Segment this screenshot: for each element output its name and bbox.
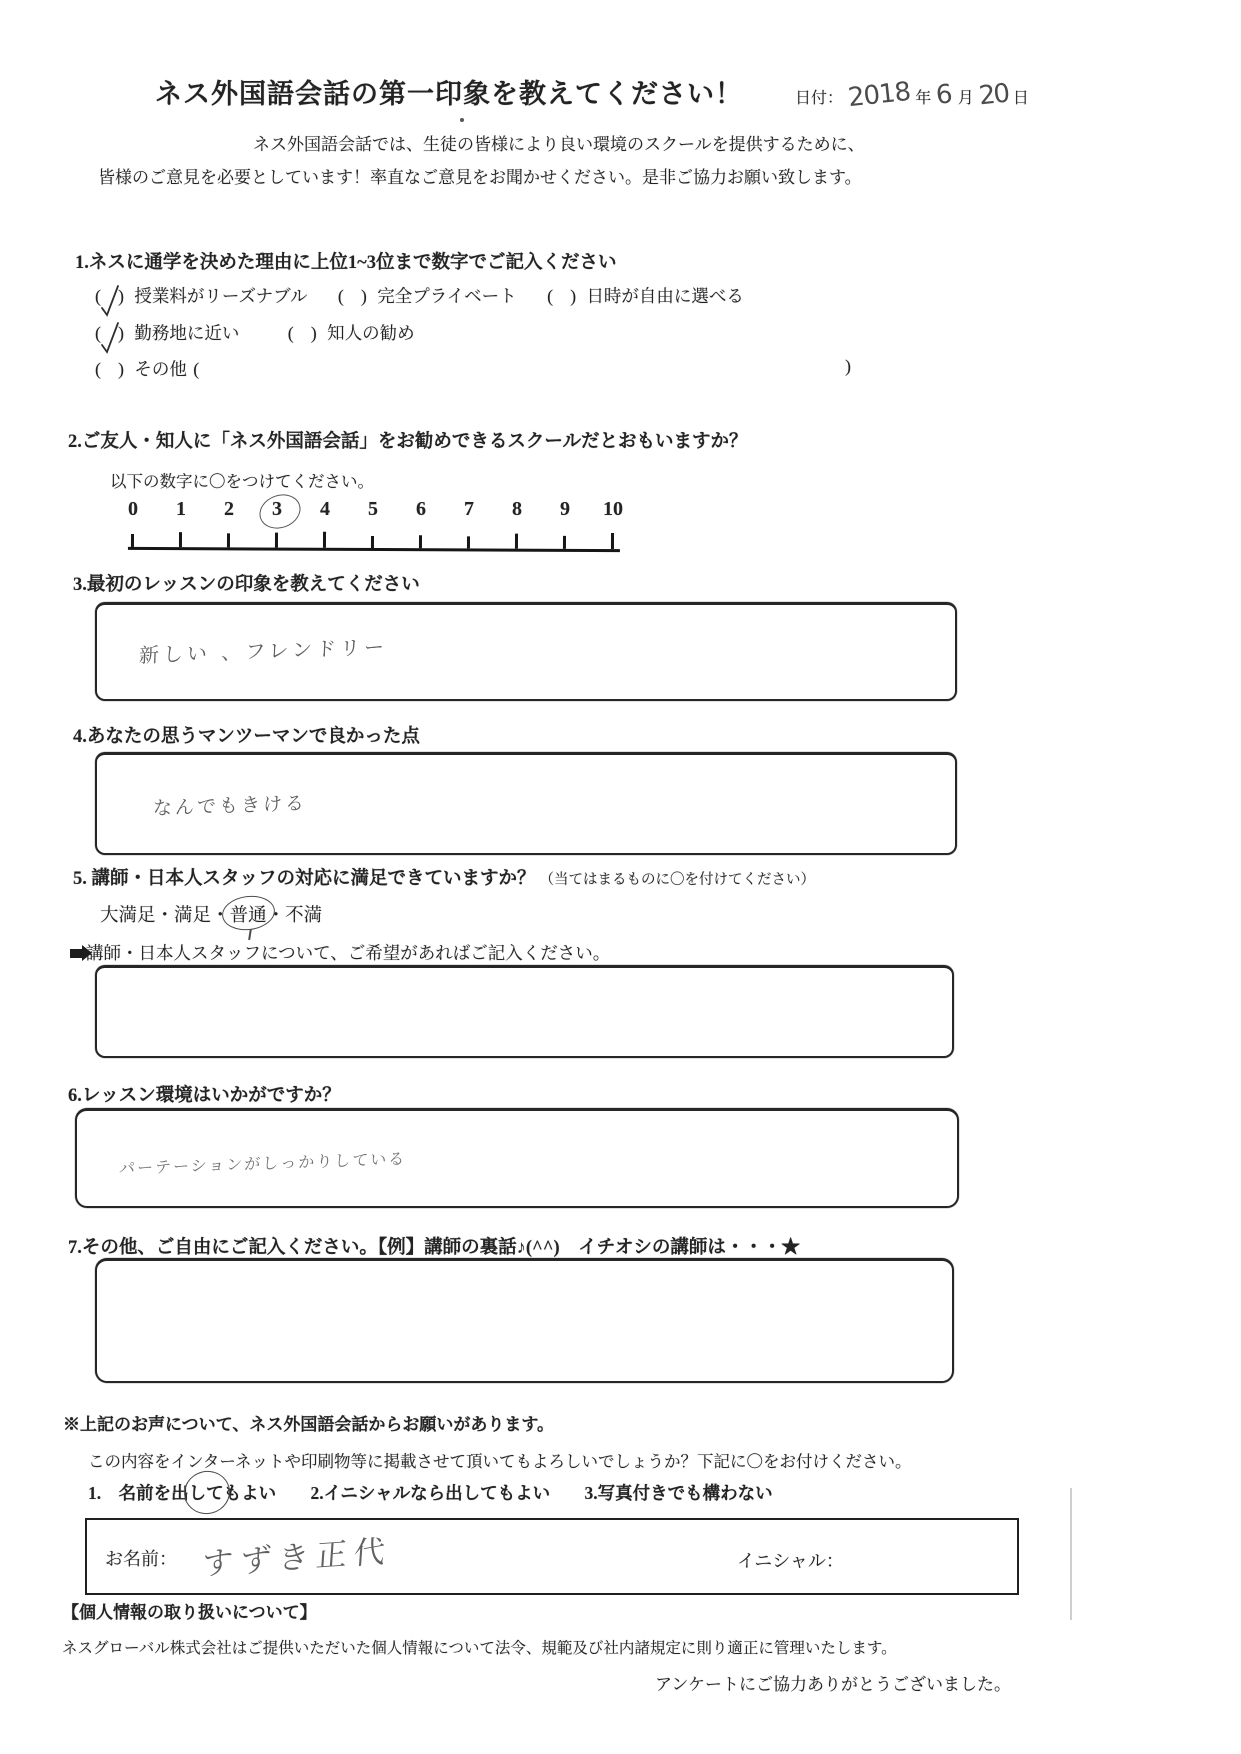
q1-label: 1.ネスに通学を決めた理由に上位1~3位まで数字でご記入ください: [75, 253, 617, 273]
scan-artifact-line: [1070, 1488, 1072, 1620]
scale-tick: [275, 533, 278, 548]
q7-label: 7.その他、ご自由にご記入ください。【例】講師の裏話♪(^^) イチオシの講師は・・・★: [68, 1238, 800, 1258]
scale-number-5: 5: [368, 498, 378, 520]
scale-tick: [227, 533, 230, 547]
checkmark-icon: [98, 319, 122, 357]
date-month-suffix: 月: [957, 90, 974, 107]
scan-artifact-dot: [460, 118, 464, 122]
scale-ruler: [128, 523, 620, 552]
q1-option-1-label: 授業料がリーズナブル: [134, 286, 308, 306]
scale-tick: [563, 536, 566, 549]
q4-label: 4.あなたの思うマンツーマンで良かった点: [73, 727, 420, 747]
paren-close: ): [118, 286, 124, 306]
checkmark-icon: [98, 282, 122, 320]
q1-option-6-label: その他: [134, 359, 187, 379]
q5-arrow-row: [70, 940, 610, 965]
name-label: お名前：: [105, 1549, 177, 1569]
date-field: [795, 76, 1029, 114]
consent-note-2: この内容をインターネットや印刷物等に掲載させて頂いてもよろしいでしょうか？下記に〇をお付けください。: [88, 1452, 912, 1471]
paren-open: (: [547, 286, 554, 306]
q5-arrow-note: 講師・日本人スタッフについて、ご希望があればご記入ください。: [86, 943, 611, 963]
scale-number-7: 7: [464, 498, 474, 520]
scale-tick: [611, 533, 614, 549]
q5-choice-futsuu-circled: 普通: [230, 901, 267, 927]
scale-number-10: 10: [603, 498, 623, 520]
date-day-handwritten: 20: [977, 78, 1010, 112]
q6-label: 6.レッスン環境はいかがですか？: [68, 1086, 341, 1106]
q2-instruction: 以下の数字に〇をつけてください。: [110, 472, 374, 491]
date-year-handwritten: 2018: [846, 76, 912, 114]
q3-handwritten-answer: 新しい 、フレンドリー: [138, 634, 389, 668]
q5-label-row: [73, 864, 815, 890]
date-day-suffix: 日: [1012, 90, 1029, 107]
privacy-body: ネスグローバル株式会社はご提供いただいた個人情報について法令、規範及び社内諸規定に則り適正に管理いたします。: [62, 1640, 897, 1657]
q5-choice-fuman: 不満: [285, 906, 323, 926]
handwritten-name: すずき正代: [200, 1533, 394, 1583]
paren-close: ): [570, 286, 577, 306]
scale-tick: [371, 536, 374, 548]
paren-open: (: [95, 359, 101, 379]
q3-label: 3.最初のレッスンの印象を教えてください: [73, 575, 420, 595]
scale-number-2: 2: [224, 498, 234, 520]
q6-handwritten-answer: パーテーションがしっかりしている: [118, 1148, 407, 1179]
consent-note-1: ※上記のお声について、ネス外国語会話からお願いがあります。: [63, 1415, 554, 1434]
thanks-message: アンケートにご協力ありがとうございました。: [655, 1675, 1011, 1694]
choice-separator: ・: [266, 906, 286, 926]
scale-number-1: 1: [176, 498, 186, 520]
scale-tick: [419, 535, 422, 548]
q3-answer-box: [95, 602, 957, 701]
scale-tick: [467, 536, 470, 548]
q4-handwritten-answer: なんでもきける: [152, 792, 308, 820]
scale-tick: [323, 532, 326, 548]
intro-line-1: ネス外国語会話では、生徒の皆様により良い環境のスクールを提供するために、: [253, 135, 865, 154]
paren-close: ): [118, 359, 124, 379]
q5-note: （当てはまるものに〇を付けてください）: [539, 872, 816, 888]
consent-options-row: [88, 1480, 773, 1505]
paren-close: ): [360, 286, 367, 306]
scale-tick: [179, 532, 182, 547]
scale-number-6: 6: [416, 498, 426, 520]
consent-option-1-circled: して: [189, 1480, 224, 1505]
q5-choices-row: [100, 901, 322, 927]
scale-number-0: 0: [128, 498, 138, 520]
name-field-box: [85, 1518, 1019, 1595]
paren-close: ): [310, 323, 317, 343]
privacy-heading: 【個人情報の取り扱いについて】: [62, 1603, 317, 1622]
form-title: ネス外国語会話の第一印象を教えてください！: [155, 79, 743, 109]
consent-option-1-post: もよい: [223, 1483, 277, 1503]
other-close-paren: ): [845, 356, 851, 376]
consent-option-1-pre: 1. 名前を出: [88, 1483, 189, 1503]
q5-answer-box: [95, 965, 954, 1058]
scale-number-4: 4: [320, 498, 330, 520]
paren-close: ): [118, 323, 124, 343]
other-open-paren: (: [193, 359, 200, 379]
scale-number-9: 9: [560, 498, 570, 520]
q7-answer-box: [95, 1258, 954, 1383]
scale-tick: [131, 534, 134, 547]
paren-open: (: [95, 323, 101, 343]
q1-option-4-label: 勤務地に近い: [134, 323, 240, 343]
q5-choice-daimanzoku: 大満足: [100, 906, 156, 926]
right-arrow-icon: [70, 949, 83, 958]
q4-answer-box: [95, 752, 957, 855]
scale-number-3: 3: [272, 498, 282, 520]
q1-option-row-1: [95, 283, 770, 308]
initial-label: イニシャル：: [737, 1551, 844, 1571]
scale-number-8: 8: [512, 498, 522, 520]
date-label: 日付：: [795, 90, 844, 107]
date-month-handwritten: 6: [934, 79, 955, 111]
date-year-suffix: 年: [915, 90, 932, 107]
q1-option-5-label: 知人の勧め: [327, 323, 415, 343]
intro-line-2: 皆様のご意見を必要としています！率直なご意見をお聞かせください。是非ご協力お願い致します。: [98, 168, 862, 187]
q1-option-3-label: 日時が自由に選べる: [586, 286, 744, 306]
q5-label: 5. 講師・日本人スタッフの対応に満足できていますか？: [73, 869, 536, 889]
paren-open: (: [95, 286, 101, 306]
paren-open: (: [337, 286, 344, 306]
consent-option-3: 3.写真付きでも構わない: [584, 1483, 773, 1503]
scale-tick: [515, 534, 518, 549]
paren-open: (: [287, 323, 294, 343]
q1-option-row-2: [95, 320, 441, 345]
choice-separator: ・: [155, 906, 175, 926]
choice-separator: ・: [211, 906, 230, 926]
q5-choice-manzoku: 満足: [174, 906, 212, 926]
consent-option-2: 2.イニシャルなら出してもよい: [310, 1483, 551, 1503]
q1-option-2-label: 完全プライベート: [377, 286, 517, 306]
q2-label: 2.ご友人・知人に「ネス外国語会話」をお勧めできるスクールだとおもいますか？: [68, 432, 748, 452]
q6-answer-box: [75, 1108, 959, 1208]
q1-option-row-3: [95, 356, 865, 381]
